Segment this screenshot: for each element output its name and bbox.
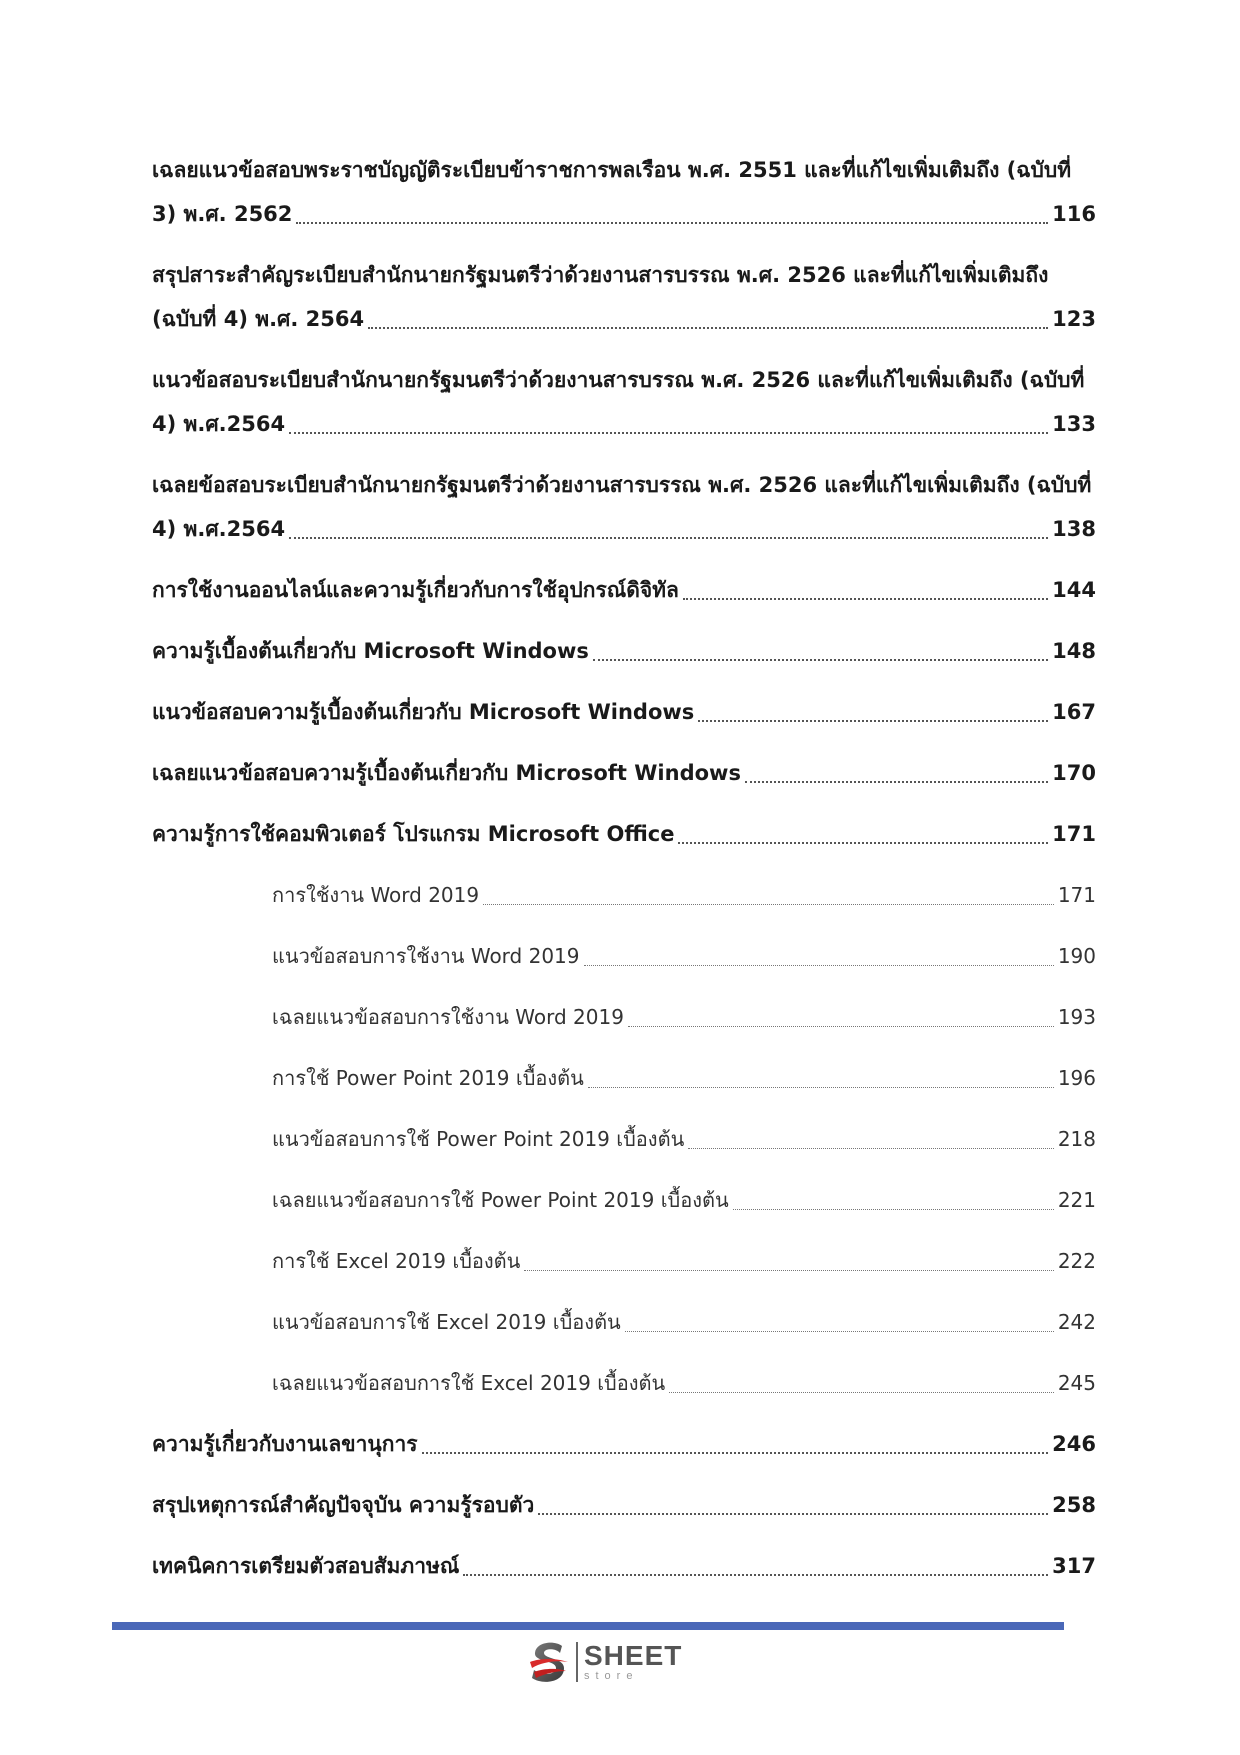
dot-leader: [678, 842, 1048, 844]
toc-page-number: 144: [1052, 578, 1096, 602]
dot-leader: [289, 537, 1048, 539]
toc-entry-title: แนวข้อสอบการใช้ Power Point 2019 เบื้องต้น: [272, 1127, 685, 1151]
toc-page-number: 222: [1057, 1249, 1096, 1273]
dot-leader: [593, 659, 1048, 661]
toc-subentry[interactable]: [272, 1178, 1096, 1222]
dot-leader: [669, 1392, 1054, 1393]
toc-subentry[interactable]: [272, 995, 1096, 1039]
toc-entry-title: การใช้ Excel 2019 เบื้องต้น: [272, 1249, 521, 1273]
toc-page-number: 193: [1057, 1005, 1096, 1029]
toc-entry-title-line: เฉลยข้อสอบระเบียบสำนักนายกรัฐมนตรีว่าด้วยงานสารบรรณ พ.ศ. 2526 และที่แก้ไขเพิ่มเติมถึง (ฉบับที่: [152, 473, 1092, 497]
toc-entry-title: เฉลยแนวข้อสอบความรู้เบื้องต้นเกี่ยวกับ Microsoft Windows: [152, 761, 741, 785]
toc-entry[interactable]: [152, 1544, 1096, 1588]
toc-entry[interactable]: [152, 568, 1096, 612]
toc-entry-title: เฉลยแนวข้อสอบการใช้ Excel 2019 เบื้องต้น: [272, 1371, 666, 1395]
toc-entry-title: เทคนิคการเตรียมตัวสอบสัมภาษณ์: [152, 1554, 460, 1578]
toc-page-number: 171: [1057, 883, 1096, 907]
toc-page-number: 221: [1057, 1188, 1096, 1212]
logo-sub-brand-text: store: [584, 1670, 639, 1682]
toc-entry[interactable]: [152, 148, 1096, 236]
toc-entry[interactable]: [152, 1483, 1096, 1527]
toc-entry-title: ความรู้เกี่ยวกับงานเลขานุการ: [152, 1432, 418, 1456]
toc-page-number: 218: [1057, 1127, 1096, 1151]
toc-subentry[interactable]: [272, 934, 1096, 978]
toc-entry[interactable]: [152, 690, 1096, 734]
logo-brand-text: SHEET: [584, 1640, 683, 1671]
footer-divider: [112, 1622, 1064, 1630]
toc-page-number: 123: [1052, 307, 1096, 331]
toc-page-number: 148: [1052, 639, 1096, 663]
dot-leader: [683, 598, 1048, 600]
dot-leader: [733, 1209, 1054, 1210]
sheet-store-s-logo-icon: [526, 1638, 572, 1686]
toc-page-number: 167: [1052, 700, 1096, 724]
toc-entry-title: การใช้งาน Word 2019: [272, 883, 480, 907]
toc-page-number: 171: [1052, 822, 1096, 846]
dot-leader: [483, 904, 1054, 905]
toc-page-number: 246: [1052, 1432, 1096, 1456]
dot-leader: [588, 1087, 1054, 1088]
table-of-contents: [152, 148, 1096, 1588]
toc-page-number: 133: [1052, 412, 1096, 436]
toc-entry-title: ความรู้เบื้องต้นเกี่ยวกับ Microsoft Windows: [152, 639, 589, 663]
toc-entry-title-line: สรุปสาระสำคัญระเบียบสำนักนายกรัฐมนตรีว่าด้วยงานสารบรรณ พ.ศ. 2526 และที่แก้ไขเพิ่มเติมถึง: [152, 263, 1049, 287]
toc-entry-title: เฉลยแนวข้อสอบการใช้งาน Word 2019: [272, 1005, 624, 1029]
toc-entry-title: 4) พ.ศ.2564: [152, 412, 286, 436]
toc-subentry[interactable]: [272, 1300, 1096, 1344]
dot-leader: [463, 1574, 1048, 1576]
toc-page-number: 317: [1052, 1554, 1096, 1578]
dot-leader: [296, 222, 1048, 224]
logo-separator: [576, 1642, 578, 1682]
toc-page-number: 190: [1057, 944, 1096, 968]
toc-entry-title: การใช้ Power Point 2019 เบื้องต้น: [272, 1066, 584, 1090]
toc-entry-title: การใช้งานออนไลน์และความรู้เกี่ยวกับการใช้อุปกรณ์ดิจิทัล: [152, 578, 679, 602]
toc-page-number: 258: [1052, 1493, 1096, 1517]
dot-leader: [625, 1331, 1054, 1332]
toc-entry-title-line: แนวข้อสอบระเบียบสำนักนายกรัฐมนตรีว่าด้วยงานสารบรรณ พ.ศ. 2526 และที่แก้ไขเพิ่มเติมถึง (ฉบับที่: [152, 368, 1085, 392]
toc-entry[interactable]: [152, 812, 1096, 856]
toc-entry-title: 4) พ.ศ.2564: [152, 517, 286, 541]
toc-subentry[interactable]: [272, 1117, 1096, 1161]
toc-page-number: 242: [1057, 1310, 1096, 1334]
dot-leader: [628, 1026, 1054, 1027]
toc-page-number: 138: [1052, 517, 1096, 541]
dot-leader: [584, 965, 1054, 966]
dot-leader: [745, 781, 1048, 783]
toc-page-number: 245: [1057, 1371, 1096, 1395]
toc-page-number: 116: [1052, 202, 1096, 226]
toc-entry[interactable]: [152, 463, 1096, 551]
dot-leader: [688, 1148, 1054, 1149]
dot-leader: [289, 432, 1048, 434]
toc-page-number: 196: [1057, 1066, 1096, 1090]
toc-entry-title: แนวข้อสอบการใช้ Excel 2019 เบื้องต้น: [272, 1310, 621, 1334]
dot-leader: [524, 1270, 1053, 1271]
toc-entry-title: เฉลยแนวข้อสอบการใช้ Power Point 2019 เบื้องต้น: [272, 1188, 729, 1212]
dot-leader: [368, 327, 1048, 329]
toc-entry-title: แนวข้อสอบความรู้เบื้องต้นเกี่ยวกับ Microsoft Windows: [152, 700, 695, 724]
toc-entry[interactable]: [152, 751, 1096, 795]
dot-leader: [698, 720, 1048, 722]
sheet-store-logo: [526, 1638, 682, 1686]
toc-entry[interactable]: [152, 358, 1096, 446]
toc-entry-title: แนวข้อสอบการใช้งาน Word 2019: [272, 944, 580, 968]
dot-leader: [422, 1452, 1049, 1454]
toc-entry-title: 3) พ.ศ. 2562: [152, 202, 293, 226]
toc-entry-title: (ฉบับที่ 4) พ.ศ. 2564: [152, 307, 365, 331]
toc-page-number: 170: [1052, 761, 1096, 785]
toc-subentry[interactable]: [272, 1239, 1096, 1283]
toc-subentry[interactable]: [272, 1056, 1096, 1100]
toc-subentry[interactable]: [272, 873, 1096, 917]
toc-entry-title: ความรู้การใช้คอมพิวเตอร์ โปรแกรม Microsoft Office: [152, 822, 675, 846]
toc-entry-title: สรุปเหตุการณ์สำคัญปัจจุบัน ความรู้รอบตัว: [152, 1493, 535, 1517]
dot-leader: [538, 1513, 1048, 1515]
toc-subentry[interactable]: [272, 1361, 1096, 1405]
toc-entry[interactable]: [152, 253, 1096, 341]
toc-entry[interactable]: [152, 1422, 1096, 1466]
toc-entry[interactable]: [152, 629, 1096, 673]
toc-entry-title-line: เฉลยแนวข้อสอบพระราชบัญญัติระเบียบข้าราชการพลเรือน พ.ศ. 2551 และที่แก้ไขเพิ่มเติมถึง (ฉบับที่: [152, 158, 1072, 182]
